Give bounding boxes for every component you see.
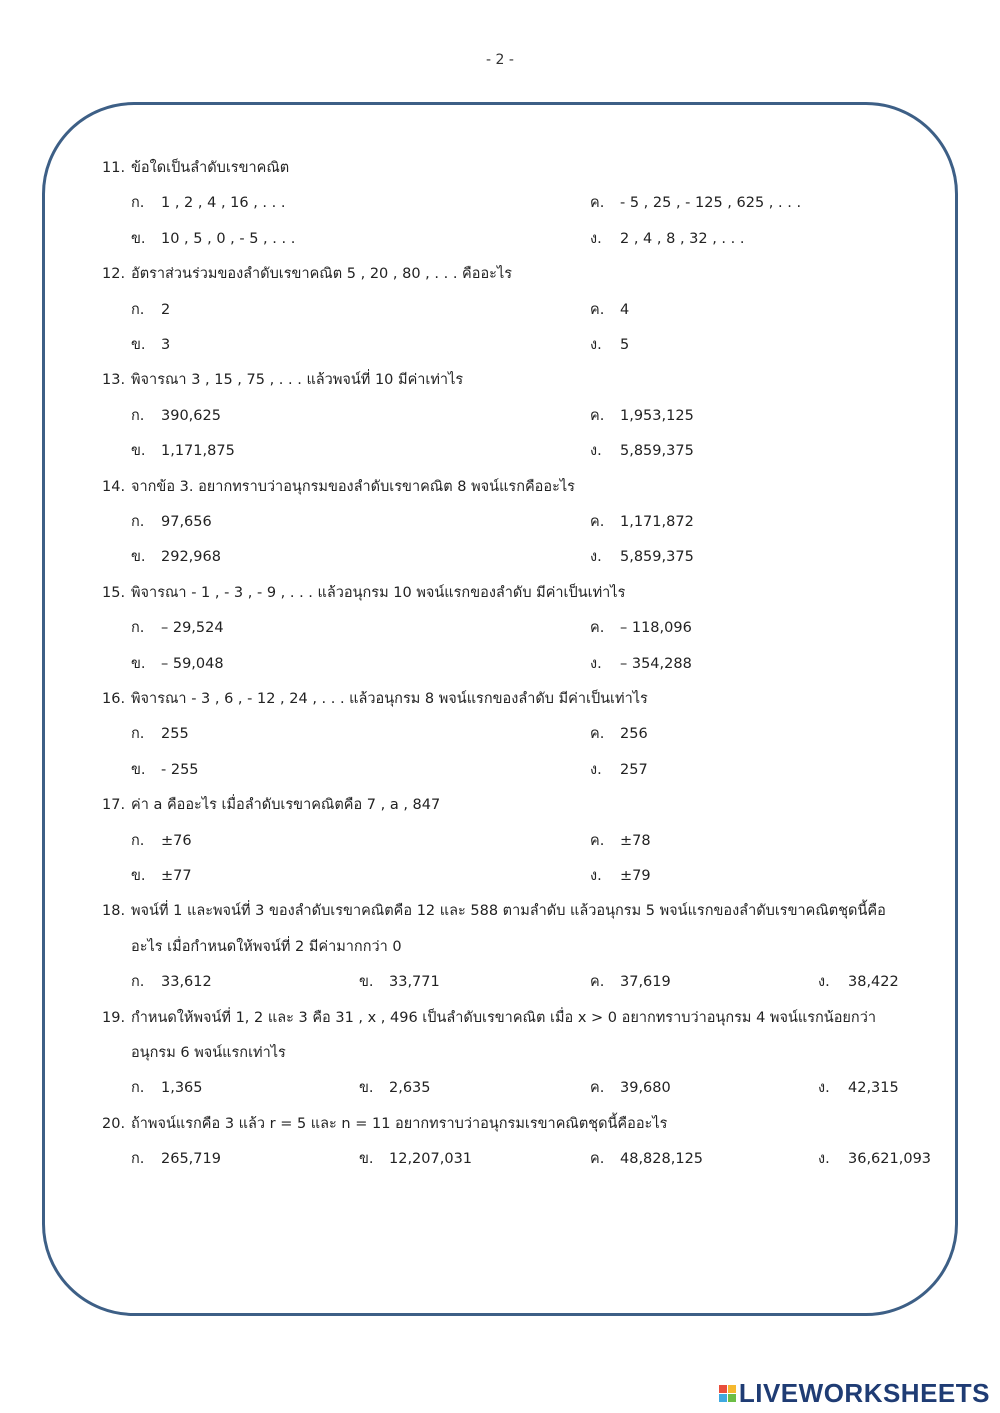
question-row [0,794,1000,816]
liveworksheets-logo [719,1379,990,1407]
choice-row [0,1148,1000,1170]
choice-label: ข. [131,549,146,566]
question-row [0,1042,1000,1064]
choice-row [0,546,1000,568]
question-text: พิจารณา - 3 , 6 , - 12 , 24 , . . . แล้วอนุกรม 8 พจน์แรกของลำดับ มีค่าเป็นเท่าไร [131,691,648,707]
choice-value: – 59,048 [161,655,224,672]
choice-row [0,971,1000,993]
choice-label: ค. [590,832,605,849]
choice-label: ข. [359,974,374,991]
choice-label: ค. [590,514,605,530]
question-text: จากข้อ 3. อยากทราบว่าอนุกรมของลำดับเรขาคณิต 8 พจน์แรกคืออะไร [131,478,575,495]
choice-value: 1,953,125 [620,407,694,424]
choice-label: ค. [590,726,605,743]
question-row [0,1113,1000,1135]
choice-value: ±79 [620,868,651,884]
logo-square [719,1385,727,1393]
choice-label: ง. [590,655,602,672]
choice-label: ก. [131,1151,145,1168]
choice-value: 1,365 [161,1080,203,1097]
choice-label: ข. [359,1080,374,1097]
question-number: 14. [102,478,126,495]
choice-label: ก. [131,726,145,743]
choice-value: 38,422 [848,974,899,991]
choice-value: – 118,096 [620,620,692,637]
choice-value: 33,771 [389,974,440,991]
choice-label: ค. [590,620,605,637]
choice-value: 1,171,875 [161,443,235,460]
choice-label: ข. [131,230,146,247]
question-number: 20. [102,1115,126,1132]
choice-label: ข. [131,337,146,353]
question-number: 17. [102,797,126,814]
question-number: 16. [102,691,126,707]
choice-label: ก. [131,195,145,212]
choice-value: - 255 [161,761,199,778]
question-row [0,1007,1000,1029]
choice-value: 39,680 [620,1080,671,1097]
question-text: พิจารณา - 1 , - 3 , - 9 , . . . แล้วอนุกรม 10 พจน์แรกของลำดับ มีค่าเป็นเท่าไร [131,584,626,601]
question-row [0,900,1000,922]
choice-value: ±78 [620,832,651,849]
choice-value: 257 [620,761,648,778]
choice-value: 265,719 [161,1151,221,1168]
choice-label: ง. [818,1080,830,1097]
choice-label: ก. [131,620,145,637]
choice-label: ค. [590,195,605,212]
choice-value: 5 [620,337,630,353]
question-number: 15. [102,584,126,601]
choice-value: 97,656 [161,514,212,530]
choice-row [0,865,1000,887]
choice-value: – 29,524 [161,620,224,637]
choice-row [0,617,1000,639]
choice-label: ข. [359,1151,374,1168]
question-text: อัตราส่วนร่วมของลำดับเรขาคณิต 5 , 20 , 80 , . . . คืออะไร [131,266,513,283]
choice-label: ค. [590,974,605,991]
choice-value: 5,859,375 [620,549,694,566]
question-number: 18. [102,903,126,920]
question-text: พจน์ที่ 1 และพจน์ที่ 3 ของลำดับเรขาคณิตคือ 12 และ 588 ตามลำดับ แล้วอนุกรม 5 พจน์แรกของลำดับเรขาคณิตชุดนี้คือ [131,903,886,920]
choice-label: ง. [590,868,602,884]
choice-value: 33,612 [161,974,212,991]
choice-value: 37,619 [620,974,671,991]
choice-value: 390,625 [161,407,221,424]
choice-row [0,405,1000,427]
question-text: ถ้าพจน์แรกคือ 3 แล้ว r = 5 และ n = 11 อยากทราบว่าอนุกรมเรขาคณิตชุดนี้คืออะไร [131,1115,668,1132]
choice-row [0,653,1000,675]
choice-value: 255 [161,726,189,743]
question-row [0,369,1000,391]
choice-label: ง. [590,549,602,566]
choice-value: 4 [620,301,630,318]
choice-label: ค. [590,301,605,318]
choice-label: ง. [590,337,602,353]
choice-label: ง. [590,761,602,778]
question-number: 19. [102,1009,126,1026]
question-row [0,263,1000,285]
question-text: ค่า a คืออะไร เมื่อลำดับเรขาคณิตคือ 7 , a , 847 [131,797,441,814]
choice-value: 2,635 [389,1080,431,1097]
choice-row [0,830,1000,852]
liveworksheets-logo-text: LIVEWORKSHEETS [738,1377,990,1408]
choice-value: 2 , 4 , 8 , 32 , . . . [620,230,745,247]
choice-label: ค. [590,1151,605,1168]
choice-label: ง. [590,443,602,460]
choice-value: 5,859,375 [620,443,694,460]
choice-label: ก. [131,514,145,530]
choice-label: ค. [590,1080,605,1097]
choice-row [0,299,1000,321]
choice-label: ข. [131,655,146,672]
choice-row [0,759,1000,781]
question-row [0,688,1000,710]
choice-value: ±76 [161,832,192,849]
question-number: 12. [102,266,126,283]
question-text: พิจารณา 3 , 15 , 75 , . . . แล้วพจน์ที่ 10 มีค่าเท่าไร [131,372,464,389]
question-number: 13. [102,372,126,389]
choice-value: ±77 [161,868,192,884]
choice-label: ก. [131,832,145,849]
choice-label: ค. [590,407,605,424]
choice-label: ก. [131,407,145,424]
choice-value: 292,968 [161,549,221,566]
choice-label: ง. [590,230,602,247]
choice-row [0,723,1000,745]
choice-value: 42,315 [848,1080,899,1097]
choice-value: 48,828,125 [620,1151,704,1168]
choice-value: 10 , 5 , 0 , - 5 , . . . [161,230,296,247]
question-text: อะไร เมื่อกำหนดให้พจน์ที่ 2 มีค่ามากกว่า 0 [131,938,402,955]
question-row [0,157,1000,179]
question-number: 11. [102,160,126,176]
choice-value: - 5 , 25 , - 125 , 625 , . . . [620,195,802,212]
question-row [0,476,1000,498]
question-text: อนุกรม 6 พจน์แรกเท่าไร [131,1045,286,1061]
choice-value: – 354,288 [620,655,692,672]
choice-value: 256 [620,726,648,743]
choice-row [0,228,1000,250]
liveworksheets-logo-icon [719,1385,736,1402]
question-text: ข้อใดเป็นลำดับเรขาคณิต [131,160,290,176]
choice-label: ง. [818,1151,830,1168]
choice-row [0,511,1000,533]
choice-value: 1 , 2 , 4 , 16 , . . . [161,195,286,212]
question-text: กำหนดให้พจน์ที่ 1, 2 และ 3 คือ 31 , x , 496 เป็นลำดับเรขาคณิต เมื่อ x > 0 อยากทราบว่าอนุกรม 4 พจน์แรกน้อยกว่า [131,1009,876,1026]
choice-row [0,192,1000,214]
page-number: - 2 - [486,52,514,68]
choice-row [0,440,1000,462]
choice-label: ก. [131,974,145,991]
choice-row [0,334,1000,356]
logo-square [728,1385,736,1393]
question-row [0,582,1000,604]
choice-value: 12,207,031 [389,1151,473,1168]
logo-square [719,1394,727,1402]
choice-row [0,1077,1000,1099]
question-row [0,936,1000,958]
choice-label: ง. [818,974,830,991]
choice-label: ก. [131,1080,145,1097]
choice-value: 2 [161,301,171,318]
choice-value: 36,621,093 [848,1151,932,1168]
choice-value: 3 [161,337,171,353]
choice-label: ข. [131,868,146,884]
choice-label: ก. [131,301,145,318]
choice-label: ข. [131,761,146,778]
choice-label: ข. [131,443,146,460]
logo-square [728,1394,736,1402]
choice-value: 1,171,872 [620,514,694,530]
